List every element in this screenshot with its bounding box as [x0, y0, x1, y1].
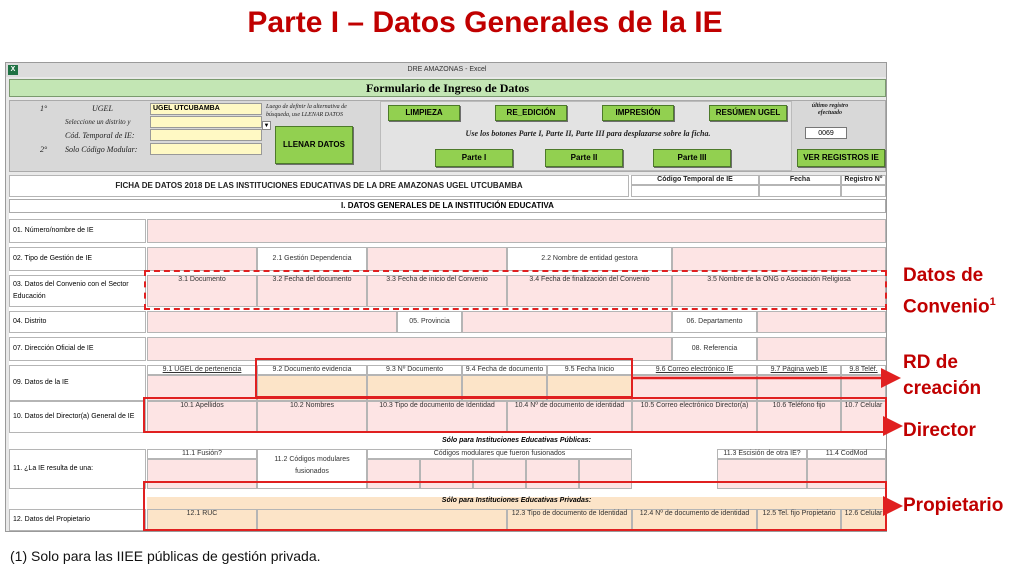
callout-convenio	[903, 263, 996, 320]
callout-rd	[903, 350, 981, 402]
controls-panel	[9, 100, 886, 172]
excel-icon: X	[8, 65, 18, 75]
director-tipo-documento[interactable]: 10.3 Tipo de documento de Identidad	[367, 401, 507, 433]
impresion-button[interactable]: IMPRESIÓN	[602, 105, 674, 121]
parte-1-button[interactable]: Parte I	[435, 149, 513, 167]
header-registro: Registro N°	[841, 175, 886, 185]
ie-ugel-header: 9.1 UGEL de pertenencia	[147, 365, 257, 375]
director-nro-documento[interactable]: 10.4 Nº de documento de identidad	[507, 401, 632, 433]
row-05-label: 05. Provincia	[397, 311, 462, 333]
section-1-title: I. DATOS GENERALES DE LA INSTITUCIÓN EDUCATIVA	[9, 199, 886, 213]
callout-convenio-line2	[903, 289, 996, 320]
row-02-entidad-input[interactable]	[672, 247, 886, 271]
header-codigo: Código Temporal de IE	[631, 175, 759, 185]
callout-convenio-text: Convenio	[903, 296, 990, 318]
re-edicion-button[interactable]: RE_EDICIÓN	[495, 105, 567, 121]
codigos-fusionados-label: 11.2 Códigos modulares fusionados	[257, 449, 367, 489]
row-02-label: 02. Tipo de Gestión de IE	[9, 247, 146, 271]
convenio-documento[interactable]: 3.1 Documento	[147, 275, 257, 307]
ie-nro-documento-header: 9.3 Nº Documento	[367, 365, 462, 375]
parte-3-button[interactable]: Parte III	[653, 149, 731, 167]
row-11-label: 11. ¿La IE resulta de una:	[9, 449, 146, 489]
code-label: Cód. Temporal de IE:	[65, 131, 135, 140]
row-10-label: 10. Datos del Director(a) General de IE	[9, 401, 146, 433]
row-03-label: 03. Datos del Convenio con el Sector Educación	[9, 275, 146, 307]
llenar-datos-button[interactable]: LLENAR DATOS	[275, 126, 353, 164]
row-01-label: 01. Número/nombre de IE	[9, 219, 146, 243]
ugel-select[interactable]: UGEL UTCUBAMBA	[150, 103, 262, 115]
propietario-tipo-documento[interactable]: 12.3 Tipo de documento de Identidad	[507, 509, 632, 531]
limpieza-button[interactable]: LIMPIEZA	[388, 105, 460, 121]
district-select[interactable]	[150, 116, 262, 128]
district-label: Seleccione un distrito y	[65, 118, 131, 126]
codigo-value[interactable]	[631, 185, 759, 197]
row-01-input[interactable]	[147, 219, 886, 243]
propietario-nro-documento[interactable]: 12.4 Nº de documento de identidad	[632, 509, 757, 531]
last-record-label: último registro efectuado	[811, 103, 849, 116]
director-nombres[interactable]: 10.2 Nombres	[257, 401, 367, 433]
fusion-header: 11.1 Fusión?	[147, 449, 257, 459]
last-record-value: 0069	[805, 127, 847, 139]
distrito-input[interactable]	[147, 311, 397, 333]
propietario-ruc[interactable]: 12.1 RUC	[147, 509, 257, 531]
ie-fecha-inicio-header: 9.5 Fecha Inicio	[547, 365, 632, 375]
ugel-label: UGEL	[92, 104, 113, 113]
ie-correo-header: 9.6 Correo electrónico IE	[632, 365, 757, 375]
row-12-label: 12. Datos del Propietario	[9, 509, 146, 531]
modular-input[interactable]	[150, 143, 262, 155]
ver-registros-button[interactable]: VER REGISTROS IE	[797, 149, 885, 167]
row-06-label: 06. Departamento	[672, 311, 757, 333]
slide-title: Parte I – Datos Generales de la IE	[247, 6, 723, 39]
privadas-note: Sólo para Instituciones Educativas Privadas:	[147, 497, 886, 509]
director-telefono[interactable]: 10.6 Teléfono fijo	[757, 401, 841, 433]
convenio-highlight	[144, 270, 887, 310]
propietario-celular[interactable]: 12.6 Celular	[841, 509, 886, 531]
departamento-input[interactable]	[757, 311, 886, 333]
provincia-input[interactable]	[462, 311, 672, 333]
callout-rd-line2: creación	[903, 378, 982, 399]
codmod-header: 11.4 CodMod	[807, 449, 886, 459]
referencia-input[interactable]	[757, 337, 886, 361]
rd-creacion-highlight	[255, 358, 633, 398]
resumen-ugel-button[interactable]: RESÚMEN UGEL	[709, 105, 787, 121]
ie-web-header: 9.7 Página web IE	[757, 365, 841, 375]
convenio-fecha-documento[interactable]: 3.2 Fecha del documento	[257, 275, 367, 307]
row-02-gestion: 2.1 Gestión Dependencia	[257, 247, 367, 271]
row-07-label: 07. Dirección Oficial de IE	[9, 337, 146, 361]
instructions-text: Use los botones Parte I, Parte II, Parte III para desplazarse sobre la ficha.	[465, 129, 711, 138]
codigos-fusionados-header: Códigos modulares que fueron fusionados	[367, 449, 632, 459]
ie-telefono-header: 9.8 Teléf.	[841, 365, 886, 375]
convenio-fecha-inicio[interactable]: 3.3 Fecha de inicio del Convenio	[367, 275, 507, 307]
row-08-label: 08. Referencia	[672, 337, 757, 361]
llenar-hint: Luego de definir la alternativa de búsqueda, use LLENAR DATOS	[266, 104, 347, 118]
escision-header: 11.3 Escisión de otra IE?	[717, 449, 807, 459]
footnote: (1) Solo para las IIEE públicas de gestión privada.	[10, 548, 321, 564]
callout-rd-line1: RD de	[903, 352, 958, 373]
code-input[interactable]	[150, 129, 262, 141]
header-fecha: Fecha	[759, 175, 841, 185]
ie-fecha-documento-header: 9.4 Fecha de documento	[462, 365, 547, 375]
ie-documento-header: 9.2 Documento evidencia	[257, 365, 367, 375]
row-02-entidad: 2.2 Nombre de entidad gestora	[507, 247, 672, 271]
form-title: Formulario de Ingreso de Datos	[9, 79, 886, 97]
modular-label: Solo Código Modular:	[65, 145, 138, 154]
row-04-label: 04. Distrito	[9, 311, 146, 333]
director-apellidos[interactable]: 10.1 Apellidos	[147, 401, 257, 433]
callout-arrows	[630, 360, 910, 520]
callout-propietario: Propietario	[903, 495, 1004, 516]
dropdown-arrow-icon[interactable]: ▼	[263, 123, 270, 129]
director-correo[interactable]: 10.5 Correo electrónico Director(a)	[632, 401, 757, 433]
row-02-input[interactable]	[147, 247, 257, 271]
step2-label: 2°	[40, 145, 48, 154]
excel-window-title: DRE AMAZONAS - Excel	[6, 63, 887, 77]
row-02-gestion-input[interactable]	[367, 247, 507, 271]
propietario-telefono[interactable]: 12.5 Tel. fijo Propietario	[757, 509, 841, 531]
ficha-title: FICHA DE DATOS 2018 DE LAS INSTITUCIONES EDUCATIVAS DE LA DRE AMAZONAS UGEL UTCUBAMBA	[9, 175, 629, 197]
parte-2-button[interactable]: Parte II	[545, 149, 623, 167]
row-09-label: 09. Datos de la IE	[9, 365, 146, 401]
callout-convenio-line1: Datos de	[903, 265, 984, 286]
publicas-note: Sólo para Instituciones Educativas Públicas:	[442, 437, 591, 444]
convenio-ong[interactable]: 3.5 Nombre de la ONG o Asociación Religiosa	[672, 275, 886, 307]
convenio-fecha-fin[interactable]: 3.4 Fecha de finalización del Convenio	[507, 275, 672, 307]
step1-label: 1°	[40, 104, 48, 113]
fecha-value[interactable]	[759, 185, 841, 197]
registro-value[interactable]	[841, 185, 886, 197]
director-celular[interactable]: 10.7 Celular	[841, 401, 886, 433]
callout-convenio-sup: 1	[989, 296, 996, 308]
callout-director: Director	[903, 420, 976, 441]
